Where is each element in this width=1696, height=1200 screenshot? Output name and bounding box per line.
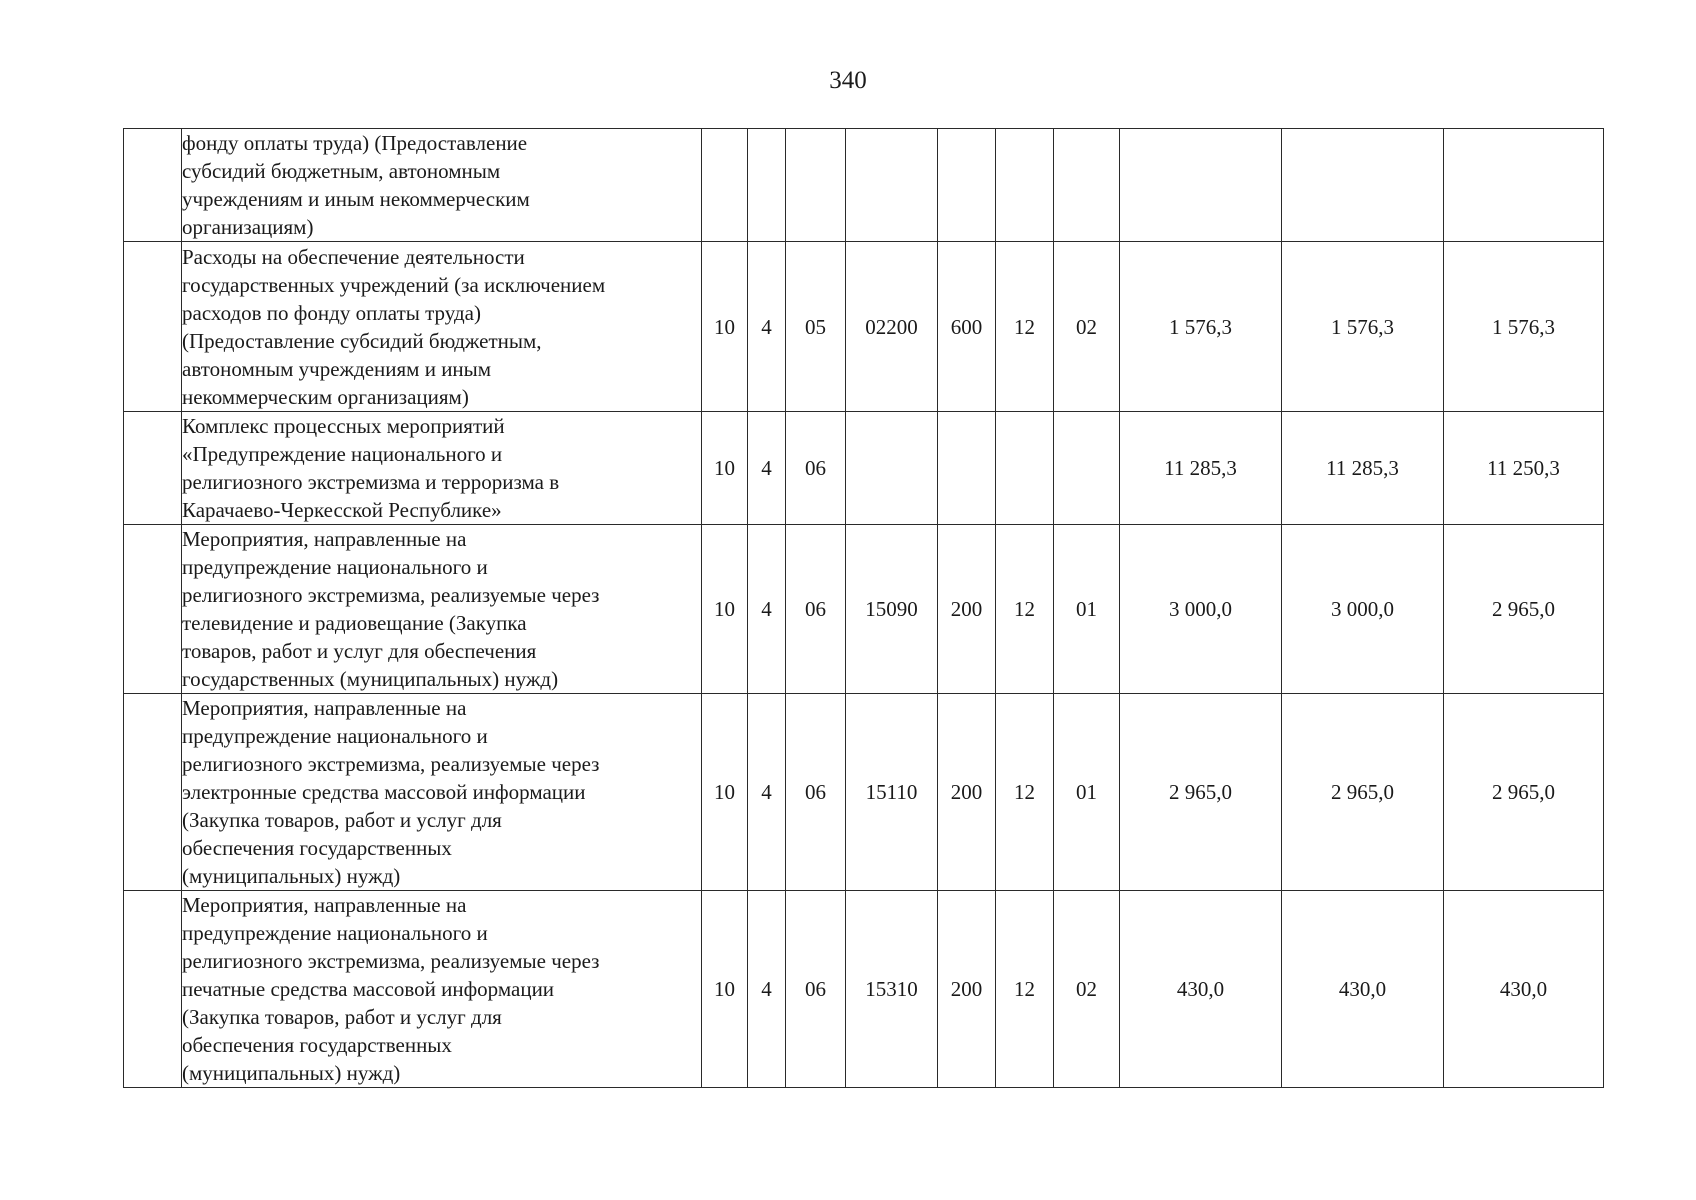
target-code-cell — [846, 412, 938, 525]
amount-cell-1: 1 576,3 — [1120, 242, 1282, 412]
subsection-code-cell — [1054, 129, 1120, 242]
expense-type-cell: 200 — [938, 891, 996, 1088]
row-number-cell — [124, 525, 182, 694]
table-row — [124, 891, 1604, 1088]
description-cell: Мероприятия, направленные на предупреждение национального и религиозного экстремизма, реализуемые через телевидение и радиовещание (Закупка товаров, работ и услуг для обеспечения государственных (муниципальных) нужд) — [182, 525, 702, 694]
amount-cell-2: 430,0 — [1282, 891, 1444, 1088]
section-code-cell: 10 — [702, 694, 748, 891]
program-code-cell: 4 — [748, 694, 786, 891]
amount-cell-1 — [1120, 129, 1282, 242]
subsection-code-cell — [1054, 412, 1120, 525]
amount-cell-2: 11 285,3 — [1282, 412, 1444, 525]
section-code-cell: 10 — [702, 242, 748, 412]
amount-cell-1: 2 965,0 — [1120, 694, 1282, 891]
chapter-code-cell: 12 — [996, 525, 1054, 694]
amount-cell-3: 1 576,3 — [1444, 242, 1604, 412]
description-cell: фонду оплаты труда) (Предоставление субсидий бюджетным, автономным учреждениям и иным некоммерческим организациям) — [182, 129, 702, 242]
expense-type-cell — [938, 412, 996, 525]
row-number-cell — [124, 891, 182, 1088]
subsection-code-cell: 01 — [1054, 525, 1120, 694]
amount-cell-1: 3 000,0 — [1120, 525, 1282, 694]
subprogram-code-cell: 06 — [786, 525, 846, 694]
budget-table — [123, 128, 1604, 1088]
subprogram-code-cell: 06 — [786, 412, 846, 525]
amount-cell-3: 2 965,0 — [1444, 525, 1604, 694]
program-code-cell: 4 — [748, 412, 786, 525]
target-code-cell: 15090 — [846, 525, 938, 694]
expense-type-cell — [938, 129, 996, 242]
amount-cell-2 — [1282, 129, 1444, 242]
table-row — [124, 525, 1604, 694]
program-code-cell: 4 — [748, 525, 786, 694]
program-code-cell: 4 — [748, 891, 786, 1088]
amount-cell-3: 430,0 — [1444, 891, 1604, 1088]
description-cell: Расходы на обеспечение деятельности государственных учреждений (за исключением расходов по фонду оплаты труда) (Предоставление субсидий бюджетным, автономным учреждениям и иным некоммерческим организациям) — [182, 242, 702, 412]
subsection-code-cell: 02 — [1054, 242, 1120, 412]
expense-type-cell: 200 — [938, 694, 996, 891]
row-number-cell — [124, 242, 182, 412]
section-code-cell: 10 — [702, 412, 748, 525]
subprogram-code-cell — [786, 129, 846, 242]
chapter-code-cell — [996, 129, 1054, 242]
row-number-cell — [124, 694, 182, 891]
subsection-code-cell: 01 — [1054, 694, 1120, 891]
row-number-cell — [124, 412, 182, 525]
expense-type-cell: 600 — [938, 242, 996, 412]
chapter-code-cell — [996, 412, 1054, 525]
description-cell: Мероприятия, направленные на предупреждение национального и религиозного экстремизма, реализуемые через электронные средства массовой информации (Закупка товаров, работ и услуг для обеспечения государственных (муниципальных) нужд) — [182, 694, 702, 891]
program-code-cell: 4 — [748, 242, 786, 412]
amount-cell-2: 3 000,0 — [1282, 525, 1444, 694]
chapter-code-cell: 12 — [996, 242, 1054, 412]
amount-cell-3: 2 965,0 — [1444, 694, 1604, 891]
table-row — [124, 242, 1604, 412]
table-row — [124, 129, 1604, 242]
section-code-cell: 10 — [702, 525, 748, 694]
page-number: 340 — [829, 67, 867, 94]
amount-cell-3: 11 250,3 — [1444, 412, 1604, 525]
amount-cell-1: 11 285,3 — [1120, 412, 1282, 525]
target-code-cell: 02200 — [846, 242, 938, 412]
chapter-code-cell: 12 — [996, 891, 1054, 1088]
amount-cell-1: 430,0 — [1120, 891, 1282, 1088]
amount-cell-2: 2 965,0 — [1282, 694, 1444, 891]
section-code-cell — [702, 129, 748, 242]
program-code-cell — [748, 129, 786, 242]
table-row — [124, 412, 1604, 525]
expense-type-cell: 200 — [938, 525, 996, 694]
target-code-cell — [846, 129, 938, 242]
description-cell: Мероприятия, направленные на предупреждение национального и религиозного экстремизма, реализуемые через печатные средства массовой информации (Закупка товаров, работ и услуг для обеспечения государственных (муниципальных) нужд) — [182, 891, 702, 1088]
amount-cell-3 — [1444, 129, 1604, 242]
row-number-cell — [124, 129, 182, 242]
table-row — [124, 694, 1604, 891]
subprogram-code-cell: 06 — [786, 694, 846, 891]
subsection-code-cell: 02 — [1054, 891, 1120, 1088]
subprogram-code-cell: 05 — [786, 242, 846, 412]
amount-cell-2: 1 576,3 — [1282, 242, 1444, 412]
description-cell: Комплекс процессных мероприятий «Предупреждение национального и религиозного экстремизма и терроризма в Карачаево-Черкесской Республике» — [182, 412, 702, 525]
subprogram-code-cell: 06 — [786, 891, 846, 1088]
target-code-cell: 15310 — [846, 891, 938, 1088]
chapter-code-cell: 12 — [996, 694, 1054, 891]
section-code-cell: 10 — [702, 891, 748, 1088]
target-code-cell: 15110 — [846, 694, 938, 891]
